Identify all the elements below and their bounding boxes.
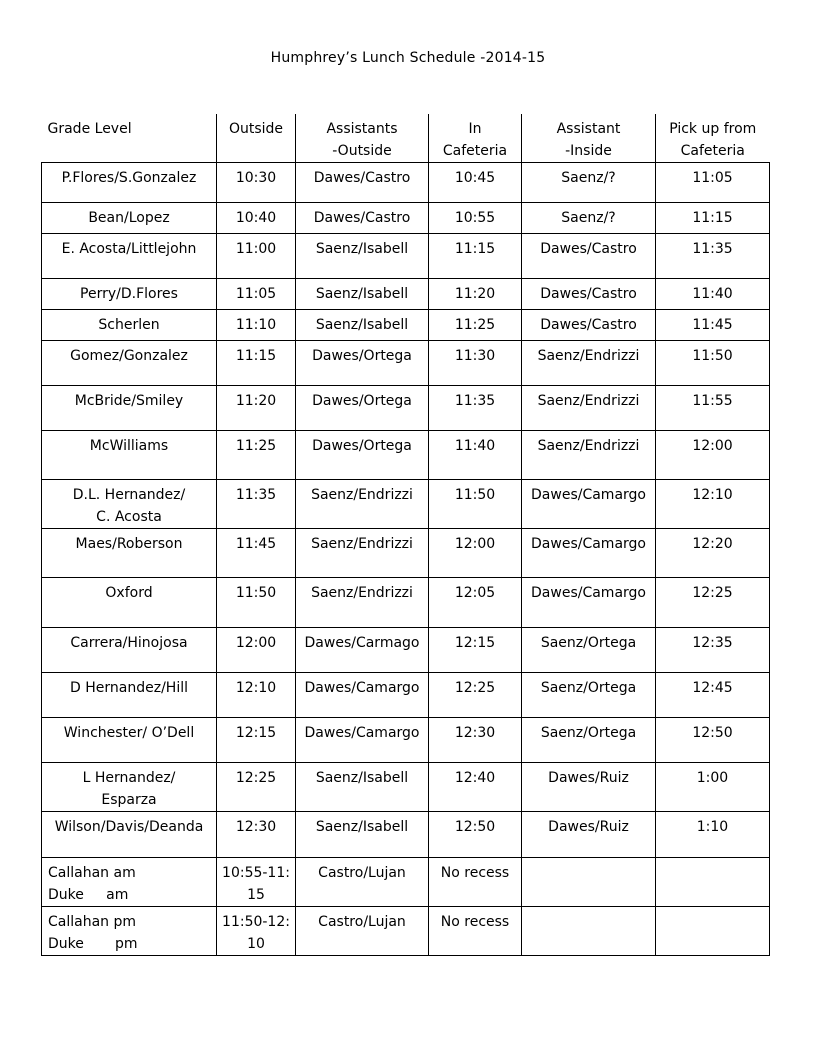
cell-assistants-outside — [296, 812, 429, 858]
cell-text: 11:40 — [454, 438, 496, 454]
cell-text: 12:50 — [692, 725, 733, 741]
cell-assistants-outside — [296, 718, 429, 763]
cell-text: In — [468, 121, 482, 137]
cell-text: No recess — [440, 914, 510, 930]
cell-in-cafeteria-time — [429, 431, 522, 480]
cell-text: Perry/D.Flores — [80, 286, 178, 302]
cell-outside-time — [217, 234, 296, 279]
cell-assistant-inside — [522, 234, 656, 279]
cell-text: 11:30 — [454, 348, 496, 364]
cell-text: Gomez/Gonzalez — [70, 348, 188, 364]
table-row — [42, 163, 770, 203]
cell-text: 11:35 — [454, 393, 496, 409]
cell-text: Saenz/Ortega — [540, 680, 637, 696]
cell-text: 11:00 — [235, 241, 277, 257]
table-row — [42, 858, 770, 907]
cell-text: Dawes/Castro — [313, 170, 411, 186]
cell-text: Wilson/Davis/Deanda — [54, 819, 204, 835]
cell-text: Dawes/Camargo — [531, 585, 646, 601]
cell-text: 11:35 — [235, 487, 277, 503]
cell-text: Dawes/Camargo — [531, 487, 646, 503]
cell-outside-time — [217, 673, 296, 718]
header-outside-time — [217, 114, 296, 163]
cell-assistants-outside — [296, 529, 429, 578]
cell-text: Saenz/Isabell — [315, 317, 409, 333]
cell-text: 12:00 — [454, 536, 496, 552]
cell-text: 11:25 — [454, 317, 496, 333]
cell-grade-level — [42, 163, 217, 203]
cell-assistants-outside — [296, 163, 429, 203]
table-row — [42, 431, 770, 480]
cell-text: E. Acosta/Littlejohn — [61, 241, 197, 257]
cell-pickup-time — [656, 279, 770, 310]
cell-grade-level — [42, 431, 217, 480]
cell-in-cafeteria-time — [429, 578, 522, 628]
table-row — [42, 234, 770, 279]
cell-text: Dawes/Ortega — [312, 348, 412, 364]
cell-text: Dawes/Carmago — [304, 635, 420, 651]
cell-pickup-time — [656, 907, 770, 956]
cell-text: 12:05 — [454, 585, 496, 601]
cell-pickup-time — [656, 812, 770, 858]
cell-text: 1:00 — [696, 770, 729, 786]
header-assistant-inside — [522, 114, 656, 163]
table-row — [42, 578, 770, 628]
cell-pickup-time — [656, 163, 770, 203]
cell-outside-time — [217, 628, 296, 673]
cell-text: 11:25 — [235, 438, 277, 454]
cell-outside-time — [217, 341, 296, 386]
cell-text: Dawes/Castro — [540, 317, 637, 333]
cell-in-cafeteria-time — [429, 310, 522, 341]
cell-assistant-inside — [522, 203, 656, 234]
cell-text: Callahan pm — [48, 914, 137, 930]
cell-text: 11:50-12: — [222, 914, 290, 930]
cell-in-cafeteria-time — [429, 386, 522, 431]
header-pickup-time — [656, 114, 770, 163]
cell-text: McBride/Smiley — [74, 393, 184, 409]
cell-text: 11:15 — [454, 241, 496, 257]
cell-assistant-inside — [522, 279, 656, 310]
cell-outside-time — [217, 279, 296, 310]
cell-text: L Hernandez/ — [82, 770, 176, 786]
cell-text: 12:30 — [454, 725, 496, 741]
cell-outside-time — [217, 310, 296, 341]
cell-text: 10:40 — [235, 210, 277, 226]
cell-text: 12:35 — [692, 635, 733, 651]
cell-outside-time — [217, 718, 296, 763]
cell-in-cafeteria-time — [429, 628, 522, 673]
cell-pickup-time — [656, 628, 770, 673]
cell-grade-level — [42, 718, 217, 763]
cell-text: 12:25 — [454, 680, 496, 696]
cell-text: Saenz/Isabell — [315, 241, 409, 257]
cell-assistants-outside — [296, 234, 429, 279]
cell-text: 11:20 — [454, 286, 496, 302]
cell-pickup-time — [656, 431, 770, 480]
header-assistants-outside — [296, 114, 429, 163]
cell-grade-level — [42, 203, 217, 234]
cell-text: Cafeteria — [680, 143, 745, 159]
cell-text: Dawes/Camargo — [304, 680, 420, 696]
cell-text: Dawes/Castro — [540, 241, 637, 257]
cell-pickup-time — [656, 578, 770, 628]
cell-text: C. Acosta — [96, 509, 162, 525]
cell-text: 12:50 — [454, 819, 496, 835]
cell-text: No recess — [440, 865, 510, 881]
cell-text: McWilliams — [89, 438, 169, 454]
cell-pickup-time — [656, 763, 770, 812]
cell-grade-level — [42, 386, 217, 431]
cell-text: 10:30 — [235, 170, 277, 186]
cell-pickup-time — [656, 858, 770, 907]
cell-text: 11:05 — [235, 286, 277, 302]
cell-grade-level — [42, 341, 217, 386]
cell-assistant-inside — [522, 480, 656, 529]
cell-text: Dawes/Camargo — [531, 536, 646, 552]
table-row — [42, 386, 770, 431]
cell-text: 11:50 — [692, 348, 733, 364]
cell-text: Saenz/Isabell — [315, 770, 409, 786]
cell-text: 11:15 — [235, 348, 277, 364]
cell-assistant-inside — [522, 763, 656, 812]
cell-text: 11:20 — [235, 393, 277, 409]
cell-assistants-outside — [296, 907, 429, 956]
cell-assistant-inside — [522, 341, 656, 386]
cell-text: 11:50 — [235, 585, 277, 601]
header-row — [42, 114, 770, 163]
cell-text: Bean/Lopez — [88, 210, 170, 226]
cell-text: 11:10 — [235, 317, 277, 333]
cell-text: Saenz/? — [561, 210, 616, 226]
cell-assistants-outside — [296, 578, 429, 628]
cell-pickup-time — [656, 203, 770, 234]
cell-text: -Outside — [332, 143, 392, 159]
cell-outside-time — [217, 431, 296, 480]
cell-text: Pick up from — [669, 121, 757, 137]
cell-in-cafeteria-time — [429, 163, 522, 203]
cell-text: 11:45 — [235, 536, 277, 552]
cell-grade-level — [42, 763, 217, 812]
cell-in-cafeteria-time — [429, 718, 522, 763]
cell-assistant-inside — [522, 907, 656, 956]
cell-pickup-time — [656, 310, 770, 341]
cell-text: Saenz/Ortega — [540, 725, 637, 741]
cell-outside-time — [217, 529, 296, 578]
cell-text: Maes/Roberson — [75, 536, 183, 552]
cell-text: Castro/Lujan — [318, 865, 406, 881]
cell-text: Saenz/Endrizzi — [537, 438, 640, 454]
cell-text: Dawes/Ruiz — [548, 819, 629, 835]
cell-text: -Inside — [565, 143, 612, 159]
cell-text: 12:25 — [235, 770, 277, 786]
cell-assistant-inside — [522, 163, 656, 203]
cell-text: 11:45 — [692, 317, 733, 333]
cell-in-cafeteria-time — [429, 858, 522, 907]
cell-assistants-outside — [296, 480, 429, 529]
cell-text: D Hernandez/Hill — [70, 680, 188, 696]
table-row — [42, 673, 770, 718]
cell-pickup-time — [656, 673, 770, 718]
cell-text: 12:20 — [692, 536, 733, 552]
cell-text: Outside — [228, 121, 284, 137]
cell-assistant-inside — [522, 628, 656, 673]
cell-assistants-outside — [296, 628, 429, 673]
cell-assistants-outside — [296, 310, 429, 341]
cell-assistants-outside — [296, 341, 429, 386]
cell-text: Dawes/Ortega — [312, 438, 412, 454]
cell-text: 12:15 — [235, 725, 277, 741]
cell-text: 12:45 — [692, 680, 733, 696]
cell-text: Callahan am — [48, 865, 136, 881]
cell-text: Grade Level — [47, 121, 132, 137]
cell-text: Saenz/Endrizzi — [311, 585, 413, 601]
cell-assistant-inside — [522, 718, 656, 763]
table-row — [42, 718, 770, 763]
cell-text: 12:30 — [235, 819, 277, 835]
cell-in-cafeteria-time — [429, 480, 522, 529]
header-grade-level — [42, 114, 217, 163]
cell-text: Duke am — [48, 887, 129, 903]
cell-outside-time — [217, 203, 296, 234]
cell-in-cafeteria-time — [429, 234, 522, 279]
cell-in-cafeteria-time — [429, 341, 522, 386]
cell-outside-time — [217, 578, 296, 628]
cell-grade-level — [42, 234, 217, 279]
table-row — [42, 480, 770, 529]
cell-pickup-time — [656, 386, 770, 431]
cell-text: Assistant — [556, 121, 621, 137]
cell-pickup-time — [656, 234, 770, 279]
cell-text: Assistants — [326, 121, 398, 137]
cell-text: 12:10 — [692, 487, 733, 503]
cell-text: P.Flores/S.Gonzalez — [61, 170, 197, 186]
cell-assistants-outside — [296, 203, 429, 234]
cell-in-cafeteria-time — [429, 279, 522, 310]
cell-text: 11:50 — [454, 487, 496, 503]
cell-in-cafeteria-time — [429, 673, 522, 718]
cell-text: Saenz/Endrizzi — [311, 536, 413, 552]
cell-text: 10 — [247, 936, 265, 952]
table-row — [42, 763, 770, 812]
cell-text: 10:55 — [454, 210, 496, 226]
table-row — [42, 203, 770, 234]
cell-text: Dawes/Camargo — [304, 725, 420, 741]
cell-text: Saenz/Endrizzi — [537, 348, 640, 364]
cell-text: 12:10 — [235, 680, 277, 696]
cell-pickup-time — [656, 529, 770, 578]
cell-assistants-outside — [296, 763, 429, 812]
cell-in-cafeteria-time — [429, 763, 522, 812]
cell-assistants-outside — [296, 431, 429, 480]
cell-grade-level — [42, 812, 217, 858]
cell-text: 12:15 — [454, 635, 496, 651]
cell-pickup-time — [656, 718, 770, 763]
cell-text: 10:55-11: — [222, 865, 290, 881]
cell-assistant-inside — [522, 529, 656, 578]
cell-text: Oxford — [105, 585, 153, 601]
cell-grade-level — [42, 858, 217, 907]
cell-text: 11:55 — [692, 393, 733, 409]
cell-grade-level — [42, 529, 217, 578]
cell-in-cafeteria-time — [429, 203, 522, 234]
cell-assistants-outside — [296, 858, 429, 907]
cell-text: Saenz/Endrizzi — [537, 393, 640, 409]
cell-outside-time — [217, 907, 296, 956]
cell-assistant-inside — [522, 386, 656, 431]
cell-outside-time — [217, 763, 296, 812]
cell-text: Cafeteria — [442, 143, 508, 159]
cell-text: 11:40 — [692, 286, 733, 302]
table-row — [42, 628, 770, 673]
cell-in-cafeteria-time — [429, 907, 522, 956]
page-title: Humphrey’s Lunch Schedule -2014-15 — [270, 50, 546, 66]
cell-grade-level — [42, 628, 217, 673]
table-row — [42, 310, 770, 341]
cell-assistant-inside — [522, 578, 656, 628]
cell-grade-level — [42, 279, 217, 310]
table-row — [42, 341, 770, 386]
cell-text: 1:10 — [696, 819, 729, 835]
cell-text: 12:40 — [454, 770, 496, 786]
cell-text: Duke pm — [48, 936, 138, 952]
cell-text: 12:25 — [692, 585, 733, 601]
cell-pickup-time — [656, 341, 770, 386]
cell-text: Esparza — [101, 792, 157, 808]
cell-text: 11:15 — [692, 210, 733, 226]
cell-text: 12:00 — [692, 438, 733, 454]
cell-text: Saenz/Isabell — [315, 819, 409, 835]
cell-grade-level — [42, 907, 217, 956]
cell-text: Castro/Lujan — [318, 914, 406, 930]
cell-assistants-outside — [296, 386, 429, 431]
table-row — [42, 812, 770, 858]
cell-outside-time — [217, 812, 296, 858]
cell-in-cafeteria-time — [429, 812, 522, 858]
header-in-cafeteria-time — [429, 114, 522, 163]
cell-text: Saenz/? — [561, 170, 616, 186]
table-row — [42, 907, 770, 956]
cell-text: 12:00 — [235, 635, 277, 651]
cell-assistant-inside — [522, 858, 656, 907]
cell-assistant-inside — [522, 812, 656, 858]
cell-text: Scherlen — [98, 317, 160, 333]
cell-grade-level — [42, 310, 217, 341]
cell-assistant-inside — [522, 431, 656, 480]
cell-assistants-outside — [296, 279, 429, 310]
cell-text: Dawes/Castro — [540, 286, 637, 302]
table-row — [42, 279, 770, 310]
cell-text: Carrera/Hinojosa — [70, 635, 188, 651]
cell-pickup-time — [656, 480, 770, 529]
cell-outside-time — [217, 386, 296, 431]
cell-text: Saenz/Endrizzi — [311, 487, 413, 503]
cell-outside-time — [217, 163, 296, 203]
cell-text: Saenz/Isabell — [315, 286, 409, 302]
cell-text: Winchester/ O’Dell — [63, 725, 195, 741]
cell-grade-level — [42, 673, 217, 718]
cell-grade-level — [42, 578, 217, 628]
cell-text: Dawes/Ortega — [312, 393, 412, 409]
cell-text: Saenz/Ortega — [540, 635, 637, 651]
cell-text: 11:05 — [692, 170, 733, 186]
cell-assistant-inside — [522, 673, 656, 718]
cell-text: Dawes/Castro — [313, 210, 411, 226]
cell-assistant-inside — [522, 310, 656, 341]
cell-text: Dawes/Ruiz — [548, 770, 629, 786]
cell-outside-time — [217, 480, 296, 529]
lunch-schedule-table — [41, 114, 770, 956]
cell-text: 15 — [247, 887, 265, 903]
cell-text: D.L. Hernandez/ — [72, 487, 186, 503]
cell-text: 11:35 — [692, 241, 733, 257]
table-row — [42, 529, 770, 578]
cell-in-cafeteria-time — [429, 529, 522, 578]
cell-outside-time — [217, 858, 296, 907]
cell-grade-level — [42, 480, 217, 529]
cell-assistants-outside — [296, 673, 429, 718]
cell-text: 10:45 — [454, 170, 496, 186]
